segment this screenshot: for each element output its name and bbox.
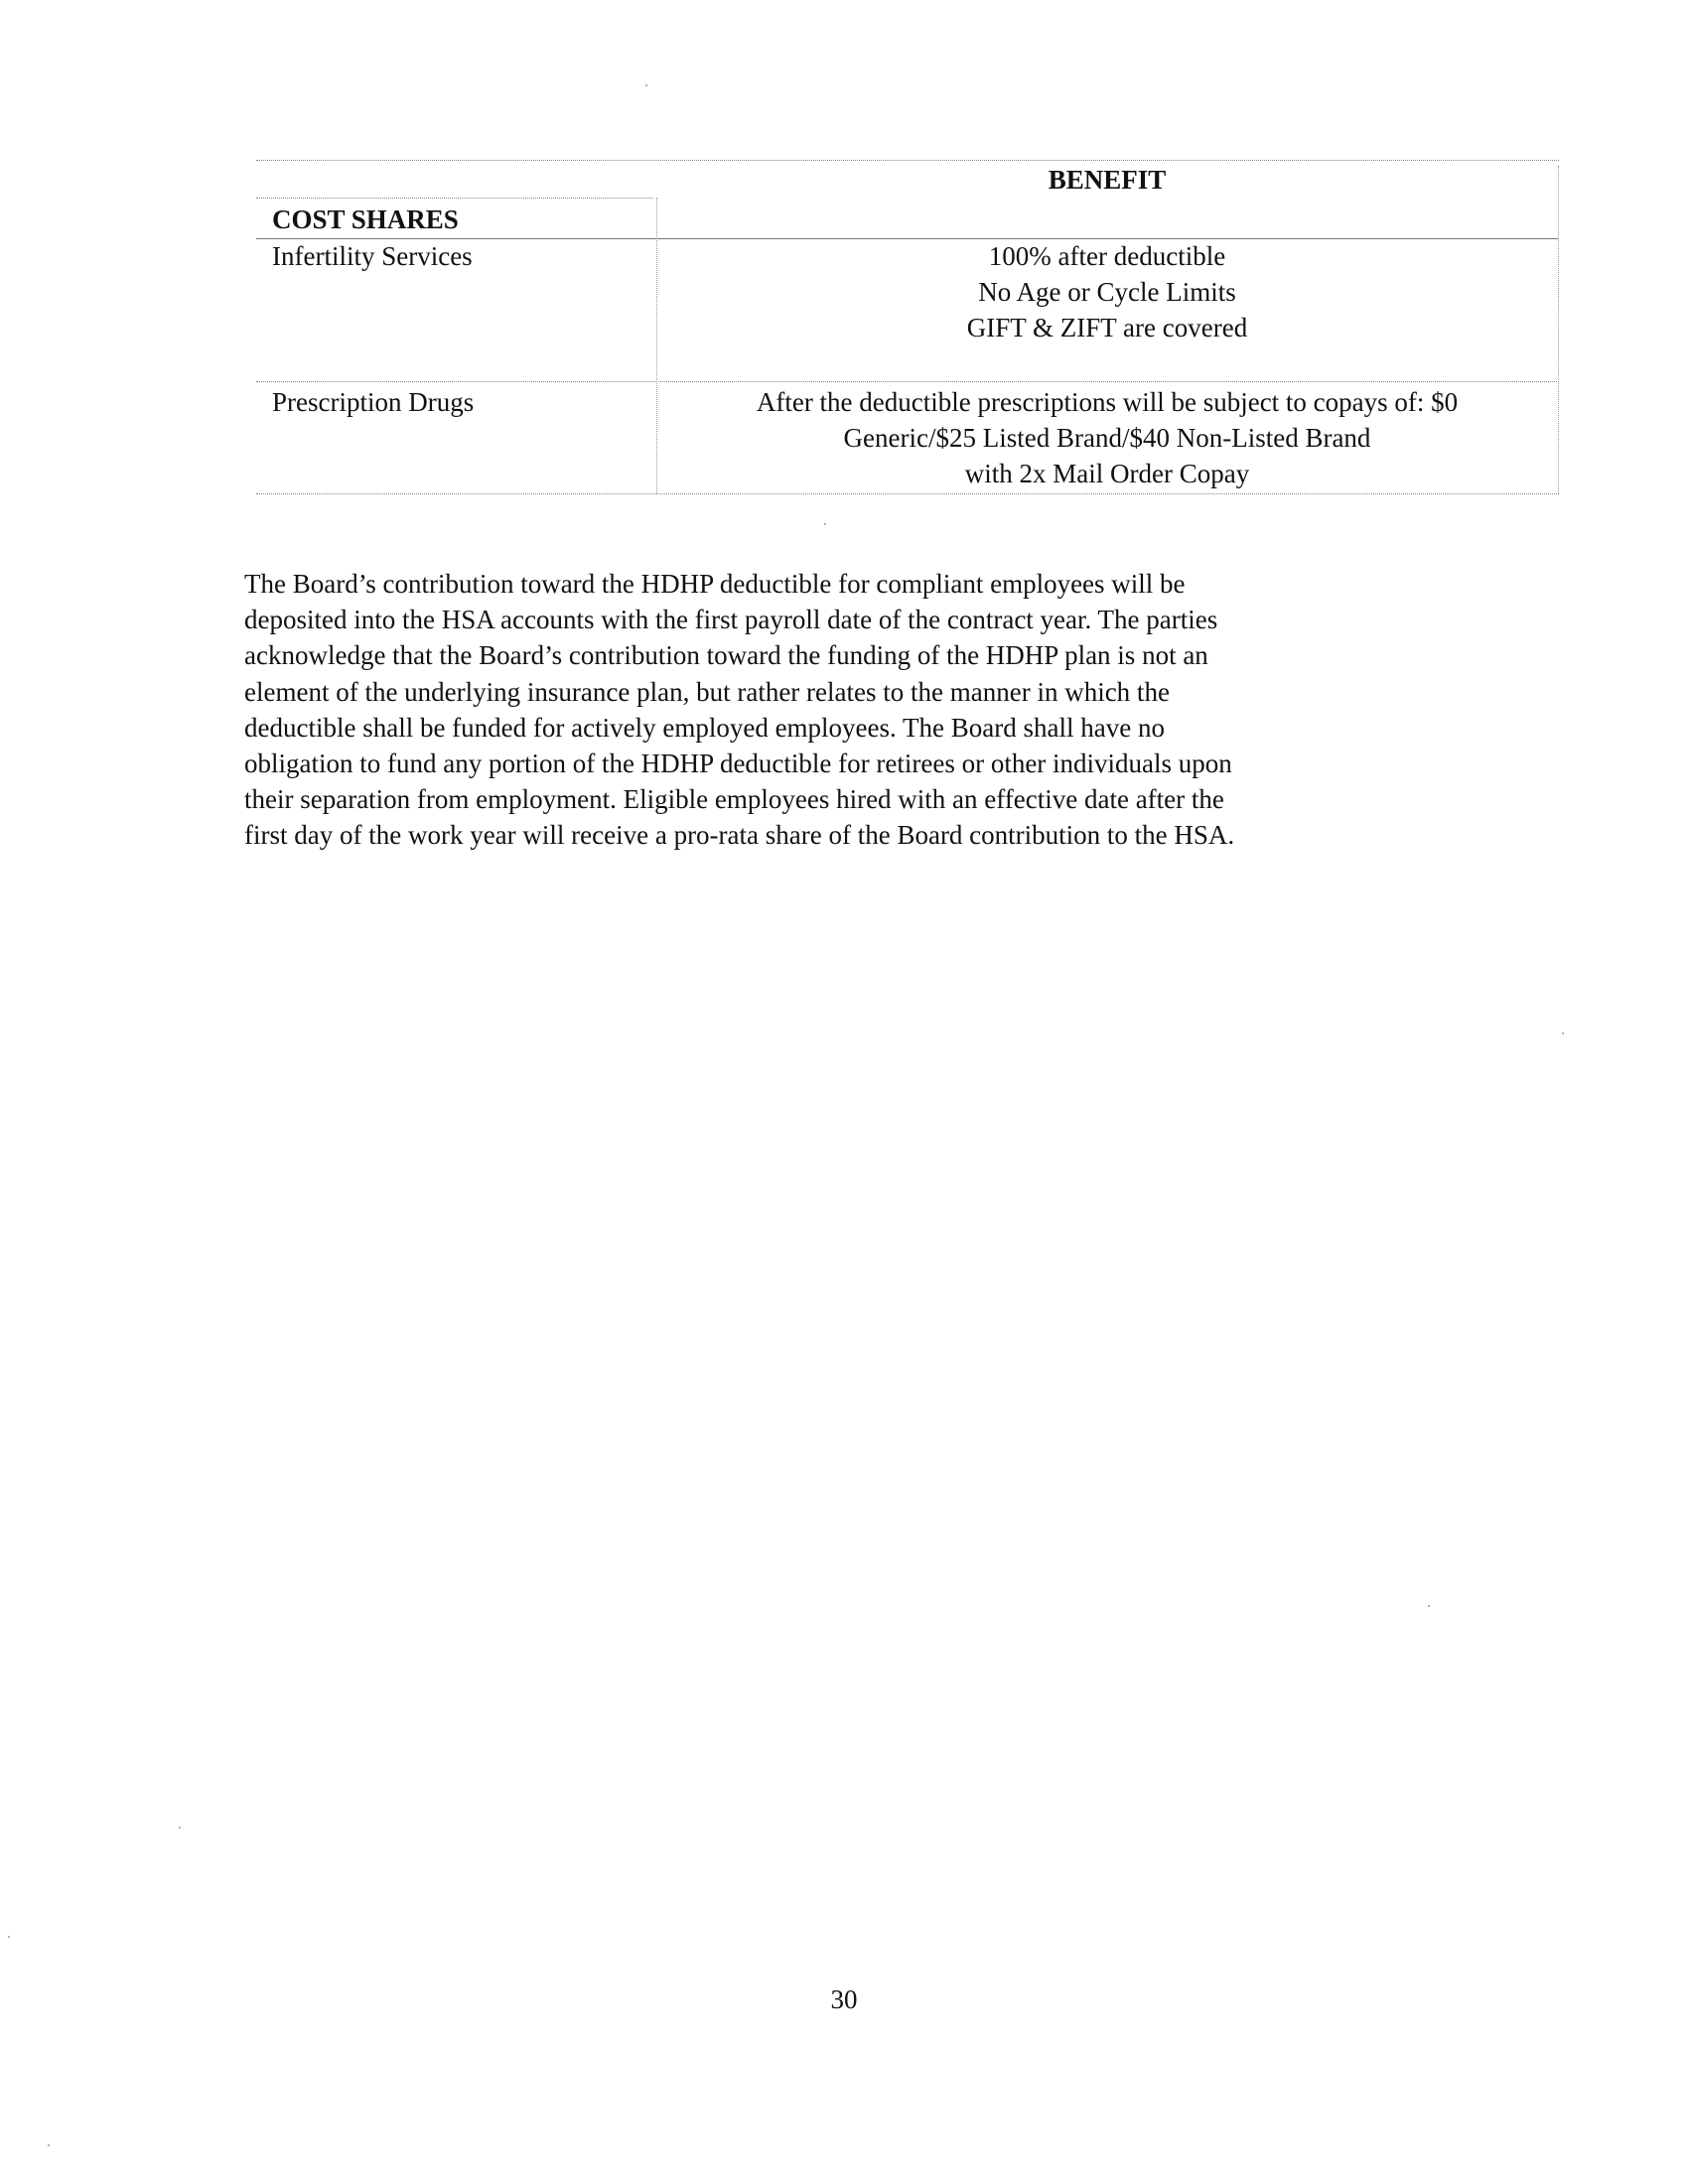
- scan-speck: [645, 84, 647, 86]
- benefit-line: No Age or Cycle Limits: [978, 277, 1236, 307]
- hsa-contribution-paragraph: [244, 566, 1456, 854]
- paragraph-line: element of the underlying insurance plan, but rather relates to the manner in which the: [244, 676, 1170, 707]
- paragraph-line: deductible shall be funded for actively employed employees. The Board shall have no: [244, 712, 1165, 743]
- row-label-prescription: Prescription Drugs: [272, 387, 475, 417]
- scan-speck: [8, 1936, 10, 1938]
- benefit-line: Generic/$25 Listed Brand/$40 Non-Listed Brand: [843, 423, 1371, 453]
- table-top-rule: [256, 160, 1559, 161]
- page-number: 30: [830, 1984, 858, 2014]
- benefit-header: BENEFIT: [1048, 165, 1167, 195]
- scan-speck: [1562, 1032, 1564, 1034]
- scan-speck: [179, 1827, 181, 1829]
- paragraph-line: their separation from employment. Eligible employees hired with an effective date after the: [244, 784, 1224, 815]
- scan-speck: [824, 523, 826, 525]
- paragraph-line: deposited into the HSA accounts with the first payroll date of the contract year. The parties: [244, 605, 1218, 635]
- cost-shares-header: COST SHARES: [272, 205, 459, 234]
- row-separator-rule: [256, 381, 1559, 382]
- table-right-edge: [1558, 166, 1559, 493]
- paragraph-line: The Board’s contribution toward the HDHP deductible for compliant employees will be: [244, 569, 1186, 599]
- benefit-line: with 2x Mail Order Copay: [964, 459, 1250, 488]
- benefit-line: GIFT & ZIFT are covered: [966, 313, 1248, 342]
- scan-speck: [48, 2144, 50, 2146]
- scan-speck: [1428, 1605, 1430, 1607]
- row-benefit-prescription: [656, 384, 1558, 491]
- row-benefit-infertility: [656, 238, 1558, 345]
- header-mid-rule: [256, 198, 653, 199]
- row-label-infertility: Infertility Services: [272, 241, 473, 271]
- table-bottom-rule: [256, 493, 1559, 494]
- paragraph-line: acknowledge that the Board’s contribution toward the funding of the HDHP plan is not an: [244, 640, 1208, 671]
- benefit-line: 100% after deductible: [988, 241, 1226, 271]
- benefit-line: After the deductible prescriptions will be subject to copays of: $0: [756, 387, 1459, 417]
- paragraph-line: obligation to fund any portion of the HDHP deductible for retirees or other individuals upon: [244, 749, 1232, 779]
- paragraph-line: first day of the work year will receive a pro-rata share of the Board contribution to the HSA.: [244, 820, 1235, 851]
